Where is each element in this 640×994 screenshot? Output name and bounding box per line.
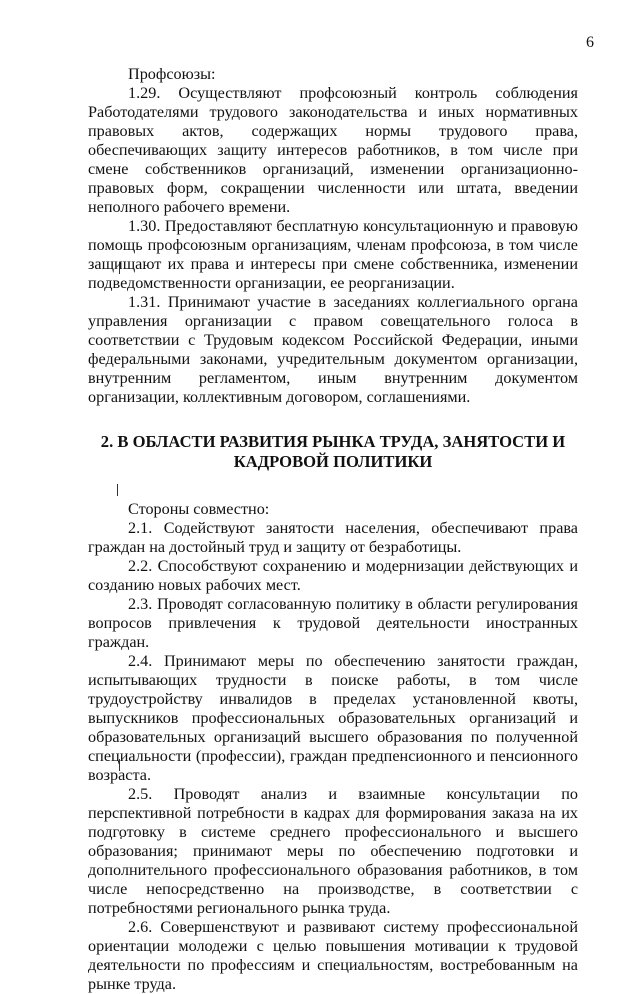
section-2-heading [88,432,578,472]
section-2-lead: Стороны совместно: [128,500,270,518]
clause-1-31: 1.31. Принимают участие в заседаниях коллегиального органа управления организации с правом совещательного голоса в соответствии с Трудовым кодексом Российской Федерации, иными федеральными законами, учредительным документом организации, внутренним регламентом, иным внутренним документом организации, коллективным договором, соглашениями. [88,293,578,406]
clause-2-1: 2.1. Содействуют занятости населения, обеспечивают права граждан на достойный труд и защиту от безработицы. [88,519,578,556]
section-2-heading-line2: КАДРОВОЙ ПОЛИТИКИ [233,452,433,471]
clause-1-29: 1.29. Осуществляют профсоюзный контроль соблюдения Работодателями трудового законодательства и иных нормативных правовых актов, содержащих нормы трудового права, обеспечивающих защиту интересов работников, в том числе при смене собственников организаций, изменении организационно-правовых форм, сокращении численности или штата, введении неполного рабочего времени. [88,84,578,216]
clause-1-30: 1.30. Предоставляют бесплатную консультационную и правовую помощь профсоюзным организациям, членам профсоюза, в том числе защищают их права и интересы при смене собственника, изменении подведомственности организации, ее реорганизации. [88,217,578,292]
clause-2-4: 2.4. Принимают меры по обеспечению занятости граждан, испытывающих трудности в поиске работы, в том числе трудоустройству инвалидов в пределах установленной квоты, выпускников профессиональных образовательных организаций и образовательных организаций высшего образования по полученной специальности (профессии), граждан предпенсионного и пенсионного возраста. [88,652,578,784]
unions-lead: Профсоюзы: [128,65,216,83]
clause-2-2: 2.2. Способствуют сохранению и модернизации действующих и созданию новых рабочих мест. [88,557,578,594]
clause-2-5: 2.5. Проводят анализ и взаимные консультации по перспективной потребности в кадрах для формирования заказа на их подготовку в системе среднего профессионального и высшего образования; принимают меры по обеспечению подготовки и дополнительного профессионального образования работников, в том числе непосредственно на производстве, в соответствии с потребностями регионального рынка труда. [88,785,578,917]
document-body [88,65,578,994]
section-2-heading-line1: 2. В ОБЛАСТИ РАЗВИТИЯ РЫНКА ТРУДА, ЗАНЯТОСТИ И [100,432,566,451]
page-number: 6 [586,34,594,51]
clause-2-6: 2.6. Совершенствуют и развивают систему профессиональной ориентации молодежи с целью повышения мотивации к трудовой деятельности по профессиям и специальностям, востребованным на рынке труда. [88,918,578,993]
clause-2-3: 2.3. Проводят согласованную политику в области регулирования вопросов привлечения к трудовой деятельности иностранных граждан. [88,595,578,651]
